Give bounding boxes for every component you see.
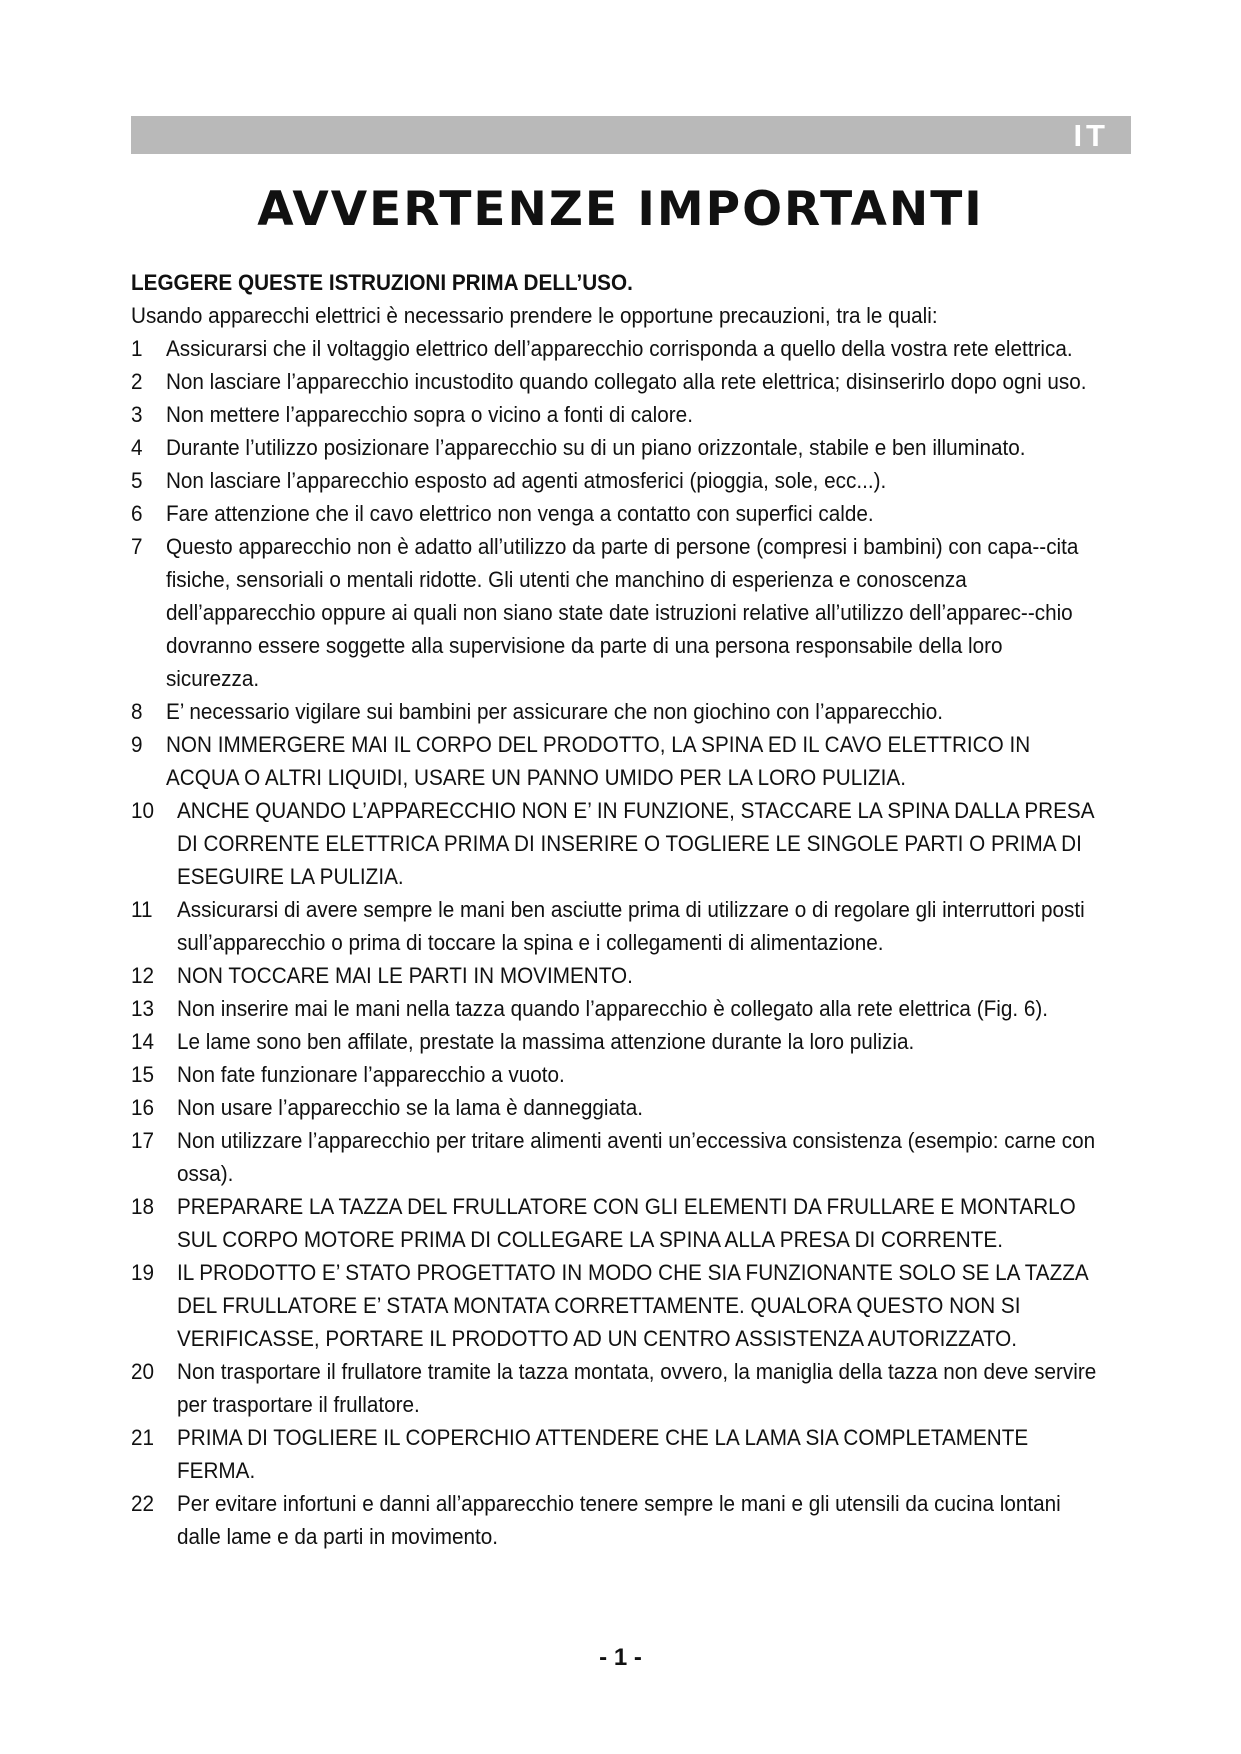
item-text: Non mettere l’apparecchio sopra o vicino a fonti di calore. [165,402,693,427]
item-text: Le lame sono ben affilate, prestate la massima attenzione durante la loro pulizia. [177,1029,915,1054]
list-item [131,365,1097,398]
item-text: Non inserire mai le mani nella tazza quando l’apparecchio è collegato alla rete elettrica (Fig. 6). [177,996,1049,1021]
page-title: AVVERTENZE IMPORTANTI [257,182,984,237]
list-item [131,794,1097,893]
item-number: 8 [131,699,143,724]
item-number: 21 [131,1425,155,1450]
item-number: 7 [131,534,143,559]
item-text: NON TOCCARE MAI LE PARTI IN MOVIMENTO. [177,963,633,988]
list-item [131,332,1097,365]
list-item [131,1421,1097,1487]
item-text: Assicurarsi di avere sempre le mani ben asciutte prima di utilizzare o di regolare gli interruttori posti sull’apparecchio o prima di toccare la spina e i collegamenti di alimentazione. [177,897,1085,955]
list-item [131,893,1097,959]
item-text: Non lasciare l’apparecchio esposto ad agenti atmosferici (pioggia, sole, ecc...). [165,468,887,493]
item-text: Non lasciare l’apparecchio incustodito quando collegato alla rete elettrica; disinserirlo dopo ogni uso. [165,369,1087,394]
item-number: 11 [131,897,153,922]
list-item [131,728,1097,794]
item-number: 13 [131,996,155,1021]
list-item [131,431,1097,464]
item-number: 2 [131,369,143,394]
item-text: Per evitare infortuni e danni all’apparecchio tenere sempre le mani e gli utensili da cucina lontani dalle lame e da parti in movimento. [177,1491,1061,1549]
item-text: Assicurarsi che il voltaggio elettrico dell’apparecchio corrisponda a quello della vostra rete elettrica. [165,336,1073,361]
language-code: IT [1073,118,1109,153]
item-text: Fare attenzione che il cavo elettrico non venga a contatto con superfici calde. [165,501,874,526]
item-number: 9 [131,732,143,757]
intro-text: Usando apparecchi elettrici è necessario prendere le opportune precauzioni, tra le quali: [131,303,938,328]
list-item [131,992,1097,1025]
item-text: NON IMMERGERE MAI IL CORPO DEL PRODOTTO, LA SPINA ED IL CAVO ELETTRICO IN ACQUA O ALTRI LIQUIDI, USARE UN PANNO UMIDO PER LA LORO PULIZIA. [165,732,1031,790]
item-number: 18 [131,1194,155,1219]
item-text: Questo apparecchio non è adatto all’utilizzo da parte di persone (compresi i bambini) con capa--cita fisiche, sensoriali o mentali ridotte. Gli utenti che manchino di esperienza e conoscenza dell’apparecchio oppure ai quali non siano state date istruzioni relative all’utilizzo dell’apparec--chio dovranno essere soggette alla supervisione da parte di una persona responsabile della loro sicurezza. [165,534,1079,691]
language-header-bar [131,116,1131,154]
item-number: 5 [131,468,143,493]
item-text: PRIMA DI TOGLIERE IL COPERCHIO ATTENDERE CHE LA LAMA SIA COMPLETAMENTE FERMA. [177,1425,1029,1483]
item-number: 1 [131,336,143,361]
item-number: 14 [131,1029,155,1054]
section-subtitle: LEGGERE QUESTE ISTRUZIONI PRIMA DELL’USO. [131,270,633,295]
item-text: Non utilizzare l’apparecchio per tritare alimenti aventi un’eccessiva consistenza (esempio: carne con ossa). [177,1128,1096,1186]
list-item [131,1091,1097,1124]
warnings-content [131,266,1097,1553]
item-text: Non trasportare il frullatore tramite la tazza montata, ovvero, la maniglia della tazza non deve servire per trasportare il frullatore. [177,1359,1097,1417]
item-number: 6 [131,501,143,526]
item-number: 20 [131,1359,155,1384]
list-item [131,497,1097,530]
list-item [131,1190,1097,1256]
item-number: 19 [131,1260,155,1285]
list-item [131,1487,1097,1553]
item-number: 12 [131,963,155,988]
list-item [131,1355,1097,1421]
list-item [131,959,1097,992]
list-item [131,398,1097,431]
item-number: 3 [131,402,143,427]
item-text: PREPARARE LA TAZZA DEL FRULLATORE CON GLI ELEMENTI DA FRULLARE E MONTARLO SUL CORPO MOTORE PRIMA DI COLLEGARE LA SPINA ALLA PRESA DI CORRENTE. [177,1194,1076,1252]
list-item [131,695,1097,728]
page-number: - 1 - [599,1644,642,1671]
list-item [131,1124,1097,1190]
item-text: ANCHE QUANDO L’APPARECCHIO NON E’ IN FUNZIONE, STACCARE LA SPINA DALLA PRESA DI CORRENTE ELETTRICA PRIMA DI INSERIRE O TOGLIERE LE SINGOLE PARTI O PRIMA DI ESEGUIRE LA PULIZIA. [177,798,1094,889]
list-item [131,1025,1097,1058]
item-number: 15 [131,1062,155,1087]
item-number: 16 [131,1095,155,1120]
item-number: 10 [131,798,155,823]
item-text: E’ necessario vigilare sui bambini per assicurare che non giochino con l’apparecchio. [165,699,944,724]
item-text: Non fate funzionare l’apparecchio a vuoto. [177,1062,565,1087]
item-text: Durante l’utilizzo posizionare l’apparecchio su di un piano orizzontale, stabile e ben illuminato. [165,435,1026,460]
list-item [131,464,1097,497]
list-item [131,1256,1097,1355]
list-item [131,1058,1097,1091]
item-text: IL PRODOTTO E’ STATO PROGETTATO IN MODO CHE SIA FUNZIONANTE SOLO SE LA TAZZA DEL FRULLATORE E’ STATA MONTATA CORRETTAMENTE. QUALORA QUESTO NON SI VERIFICASSE, PORTARE IL PRODOTTO AD UN CENTRO ASSISTENZA AUTORIZZATO. [177,1260,1088,1351]
warnings-list [131,332,1097,1553]
list-item [131,530,1097,695]
item-text: Non usare l’apparecchio se la lama è danneggiata. [177,1095,644,1120]
item-number: 4 [131,435,143,460]
item-number: 17 [131,1128,155,1153]
item-number: 22 [131,1491,155,1516]
